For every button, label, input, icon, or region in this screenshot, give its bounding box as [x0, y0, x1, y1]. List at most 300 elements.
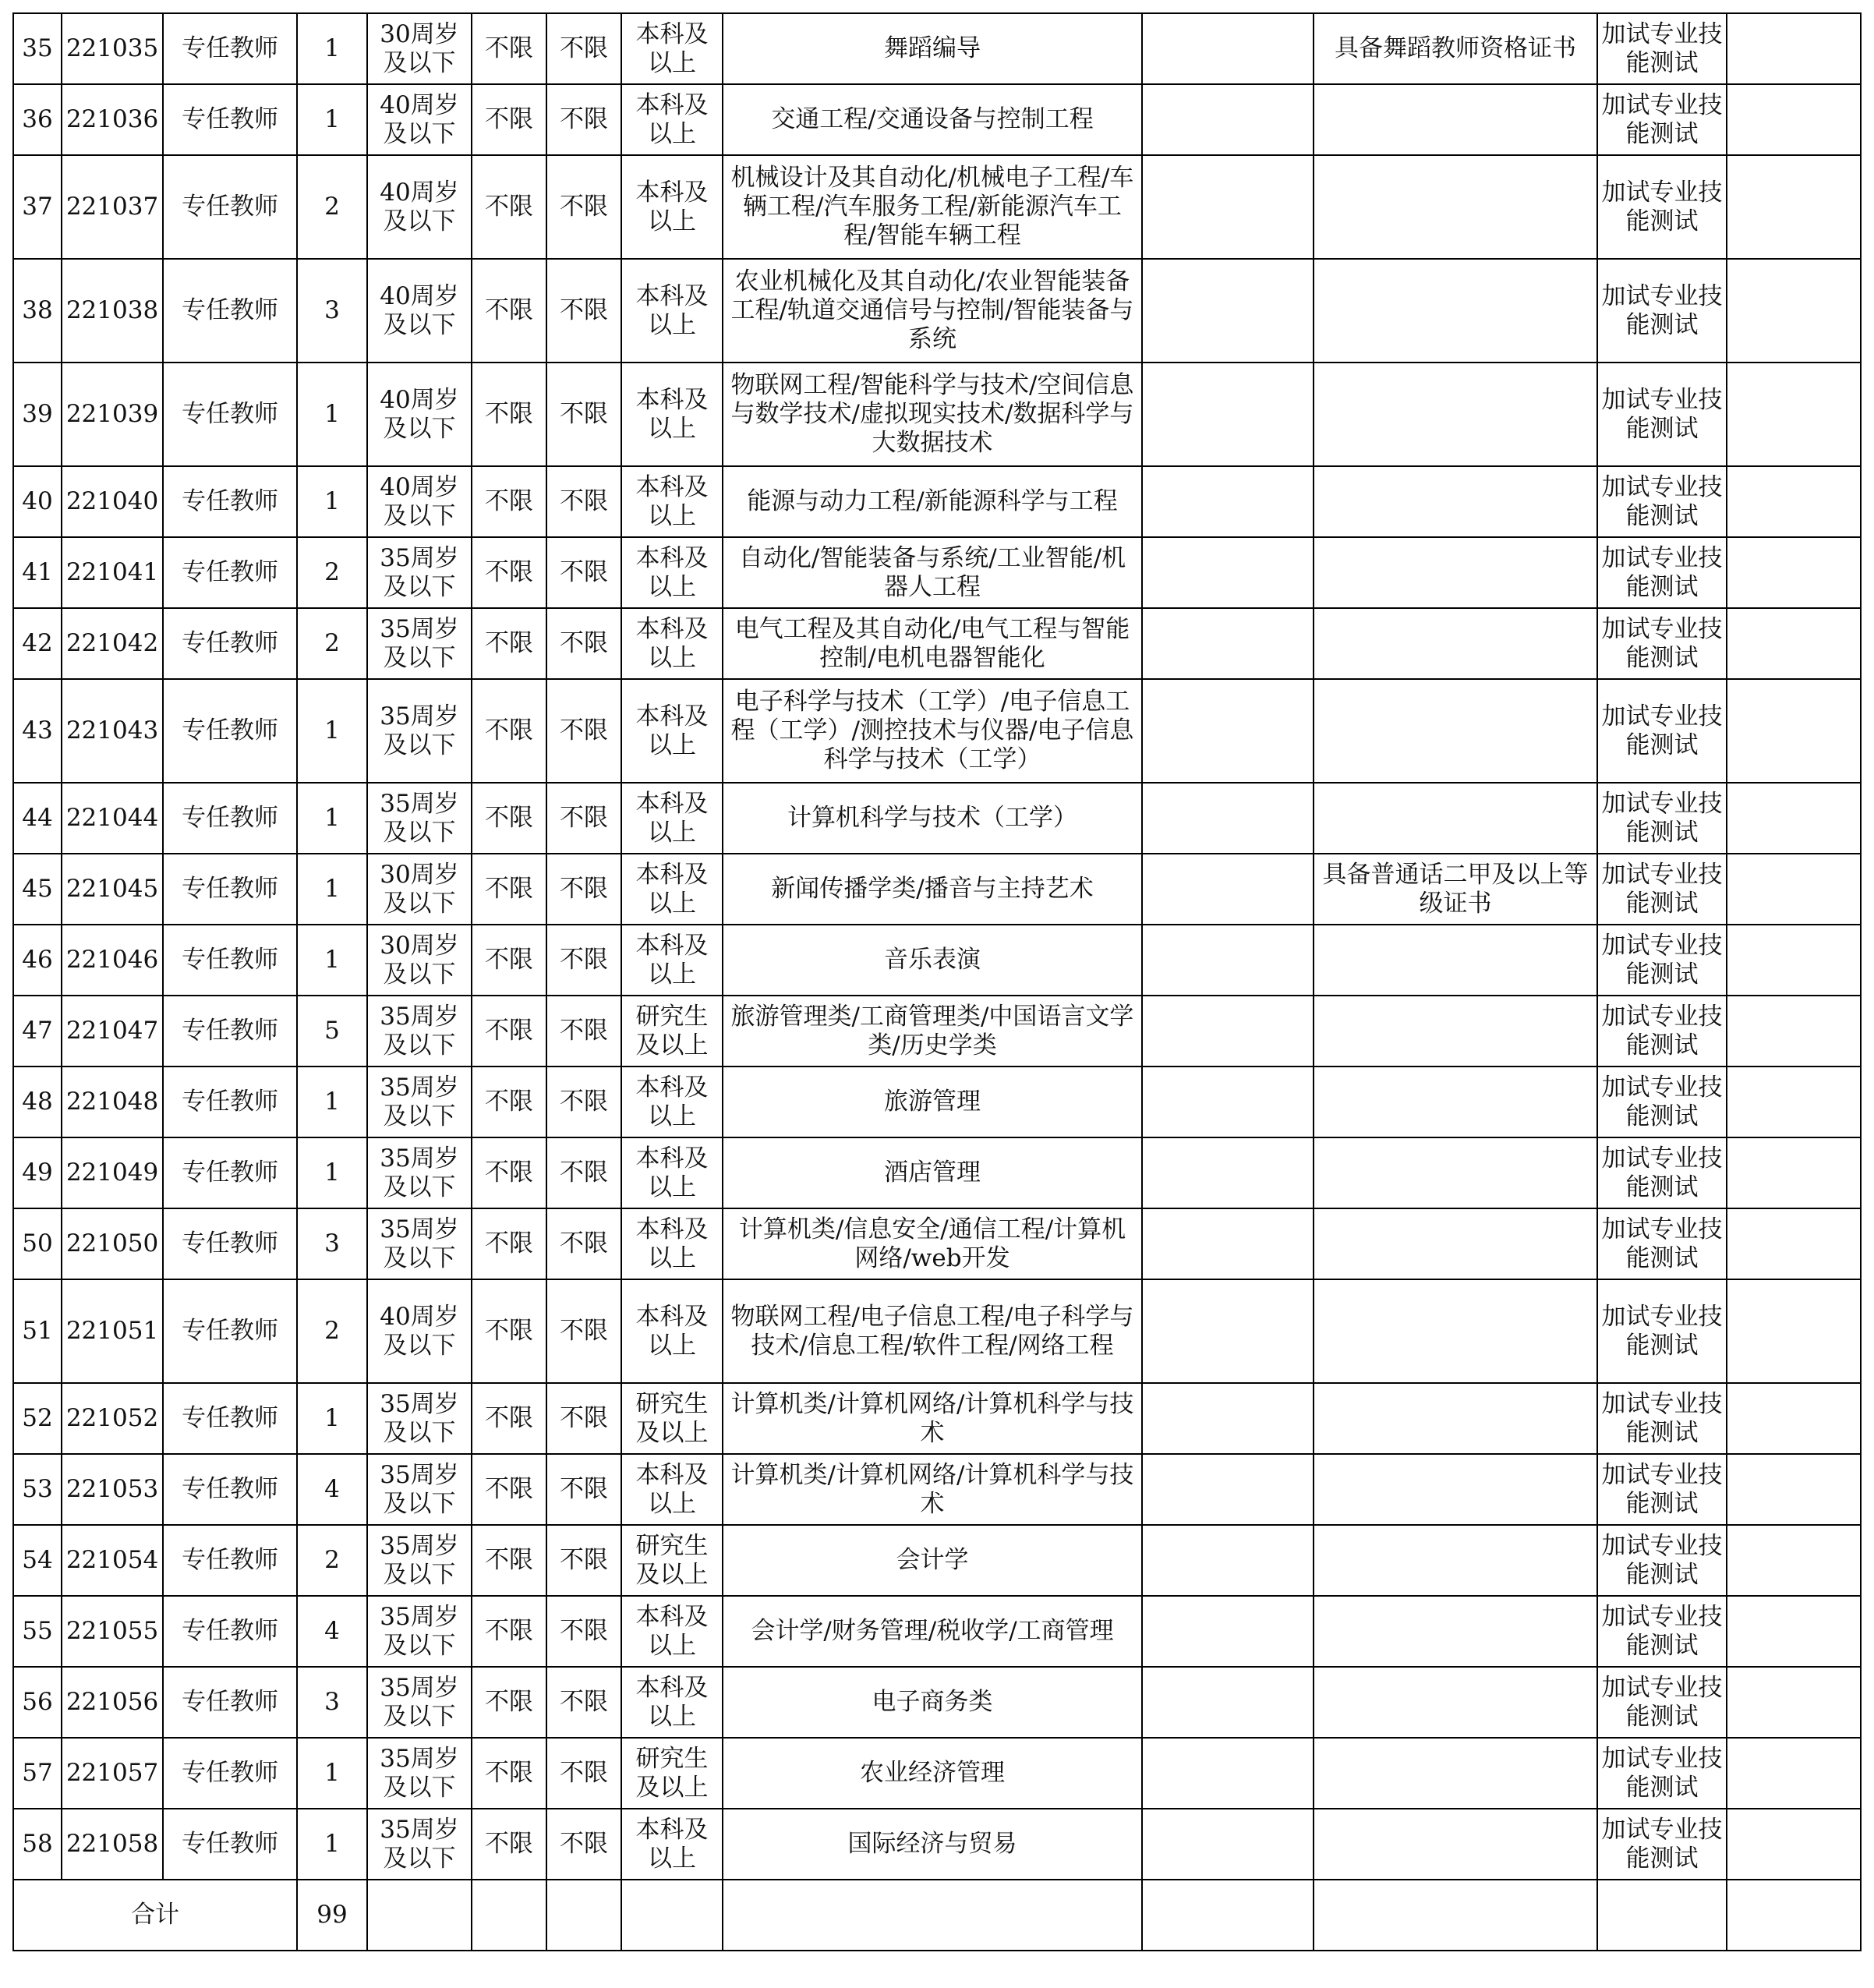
exam-note-cell: 加试专业技能测试 — [1597, 155, 1727, 259]
politics-cell: 不限 — [546, 1279, 621, 1383]
other-requirement-cell — [1314, 1279, 1597, 1383]
position-code-cell: 221055 — [62, 1596, 163, 1667]
degree-cell — [1142, 679, 1314, 783]
age-requirement-cell: 35周岁及以下 — [367, 537, 472, 608]
age-requirement-cell: 35周岁及以下 — [367, 996, 472, 1067]
headcount-cell: 1 — [297, 679, 367, 783]
table-row — [13, 783, 1861, 854]
exam-note-cell: 加试专业技能测试 — [1597, 1667, 1727, 1738]
degree-cell — [1142, 1809, 1314, 1880]
major-cell: 机械设计及其自动化/机械电子工程/车辆工程/汽车服务工程/新能源汽车工程/智能车辆工程 — [723, 155, 1142, 259]
other-requirement-cell — [1314, 1137, 1597, 1208]
age-requirement-cell: 30周岁及以下 — [367, 925, 472, 996]
total-empty-cell — [723, 1880, 1142, 1951]
total-label: 合计 — [13, 1880, 297, 1951]
gender-cell: 不限 — [472, 466, 546, 537]
other-requirement-cell — [1314, 679, 1597, 783]
degree-cell — [1142, 1454, 1314, 1525]
position-code-cell: 221043 — [62, 679, 163, 783]
gender-cell: 不限 — [472, 925, 546, 996]
position-title-cell: 专任教师 — [163, 155, 297, 259]
degree-cell — [1142, 1738, 1314, 1809]
table-row — [13, 1525, 1861, 1596]
exam-note-cell: 加试专业技能测试 — [1597, 1067, 1727, 1137]
politics-cell: 不限 — [546, 854, 621, 925]
education-cell: 本科及以上 — [621, 1137, 723, 1208]
degree-cell — [1142, 466, 1314, 537]
headcount-cell: 1 — [297, 925, 367, 996]
degree-cell — [1142, 1383, 1314, 1454]
politics-cell: 不限 — [546, 1454, 621, 1525]
age-requirement-cell: 35周岁及以下 — [367, 1525, 472, 1596]
exam-note-cell: 加试专业技能测试 — [1597, 466, 1727, 537]
seq-cell: 47 — [13, 996, 62, 1067]
age-requirement-cell: 35周岁及以下 — [367, 679, 472, 783]
remark-cell — [1727, 1067, 1861, 1137]
degree-cell — [1142, 1137, 1314, 1208]
headcount-cell: 2 — [297, 1525, 367, 1596]
education-cell: 本科及以上 — [621, 608, 723, 679]
education-cell: 本科及以上 — [621, 1208, 723, 1279]
major-cell: 音乐表演 — [723, 925, 1142, 996]
education-cell: 研究生及以上 — [621, 1383, 723, 1454]
seq-cell: 45 — [13, 854, 62, 925]
remark-cell — [1727, 854, 1861, 925]
major-cell: 交通工程/交通设备与控制工程 — [723, 84, 1142, 155]
position-code-cell: 221042 — [62, 608, 163, 679]
education-cell: 本科及以上 — [621, 783, 723, 854]
seq-cell: 58 — [13, 1809, 62, 1880]
remark-cell — [1727, 1279, 1861, 1383]
headcount-cell: 5 — [297, 996, 367, 1067]
position-title-cell: 专任教师 — [163, 1596, 297, 1667]
gender-cell: 不限 — [472, 854, 546, 925]
total-empty-cell — [546, 1880, 621, 1951]
recruitment-table — [12, 12, 1862, 1951]
other-requirement-cell — [1314, 608, 1597, 679]
politics-cell: 不限 — [546, 925, 621, 996]
exam-note-cell: 加试专业技能测试 — [1597, 1738, 1727, 1809]
headcount-cell: 4 — [297, 1596, 367, 1667]
other-requirement-cell — [1314, 1809, 1597, 1880]
seq-cell: 42 — [13, 608, 62, 679]
age-requirement-cell: 35周岁及以下 — [367, 1383, 472, 1454]
age-requirement-cell: 35周岁及以下 — [367, 1137, 472, 1208]
exam-note-cell: 加试专业技能测试 — [1597, 783, 1727, 854]
total-empty-cell — [367, 1880, 472, 1951]
age-requirement-cell: 35周岁及以下 — [367, 1454, 472, 1525]
politics-cell: 不限 — [546, 155, 621, 259]
position-code-cell: 221045 — [62, 854, 163, 925]
age-requirement-cell: 30周岁及以下 — [367, 13, 472, 84]
seq-cell: 38 — [13, 259, 62, 363]
other-requirement-cell — [1314, 84, 1597, 155]
total-empty-cell — [1597, 1880, 1727, 1951]
position-code-cell: 221037 — [62, 155, 163, 259]
degree-cell — [1142, 1596, 1314, 1667]
degree-cell — [1142, 259, 1314, 363]
table-row — [13, 1137, 1861, 1208]
exam-note-cell: 加试专业技能测试 — [1597, 608, 1727, 679]
headcount-cell: 1 — [297, 783, 367, 854]
major-cell: 舞蹈编导 — [723, 13, 1142, 84]
position-code-cell: 221054 — [62, 1525, 163, 1596]
major-cell: 电气工程及其自动化/电气工程与智能控制/电机电器智能化 — [723, 608, 1142, 679]
seq-cell: 36 — [13, 84, 62, 155]
exam-note-cell: 加试专业技能测试 — [1597, 1525, 1727, 1596]
exam-note-cell: 加试专业技能测试 — [1597, 925, 1727, 996]
seq-cell: 51 — [13, 1279, 62, 1383]
exam-note-cell: 加试专业技能测试 — [1597, 259, 1727, 363]
major-cell: 物联网工程/智能科学与技术/空间信息与数学技术/虚拟现实技术/数据科学与大数据技术 — [723, 363, 1142, 466]
remark-cell — [1727, 783, 1861, 854]
degree-cell — [1142, 84, 1314, 155]
headcount-cell: 1 — [297, 1809, 367, 1880]
other-requirement-cell — [1314, 925, 1597, 996]
gender-cell: 不限 — [472, 13, 546, 84]
position-code-cell: 221051 — [62, 1279, 163, 1383]
age-requirement-cell: 35周岁及以下 — [367, 1208, 472, 1279]
education-cell: 本科及以上 — [621, 84, 723, 155]
exam-note-cell: 加试专业技能测试 — [1597, 1208, 1727, 1279]
politics-cell: 不限 — [546, 84, 621, 155]
major-cell: 电子科学与技术（工学）/电子信息工程（工学）/测控技术与仪器/电子信息科学与技术（工学） — [723, 679, 1142, 783]
seq-cell: 37 — [13, 155, 62, 259]
exam-note-cell: 加试专业技能测试 — [1597, 1596, 1727, 1667]
remark-cell — [1727, 1208, 1861, 1279]
position-code-cell: 221057 — [62, 1738, 163, 1809]
other-requirement-cell — [1314, 1596, 1597, 1667]
table-body — [13, 13, 1861, 1880]
exam-note-cell: 加试专业技能测试 — [1597, 537, 1727, 608]
major-cell: 自动化/智能装备与系统/工业智能/机器人工程 — [723, 537, 1142, 608]
position-title-cell: 专任教师 — [163, 1208, 297, 1279]
total-count: 99 — [297, 1880, 367, 1951]
major-cell: 国际经济与贸易 — [723, 1809, 1142, 1880]
politics-cell: 不限 — [546, 1383, 621, 1454]
position-title-cell: 专任教师 — [163, 466, 297, 537]
gender-cell: 不限 — [472, 537, 546, 608]
major-cell: 计算机科学与技术（工学） — [723, 783, 1142, 854]
politics-cell: 不限 — [546, 1596, 621, 1667]
seq-cell: 43 — [13, 679, 62, 783]
age-requirement-cell: 35周岁及以下 — [367, 608, 472, 679]
headcount-cell: 2 — [297, 608, 367, 679]
degree-cell — [1142, 13, 1314, 84]
position-title-cell: 专任教师 — [163, 783, 297, 854]
education-cell: 本科及以上 — [621, 1454, 723, 1525]
table-row — [13, 854, 1861, 925]
gender-cell: 不限 — [472, 1208, 546, 1279]
remark-cell — [1727, 537, 1861, 608]
headcount-cell: 2 — [297, 537, 367, 608]
position-code-cell: 221050 — [62, 1208, 163, 1279]
headcount-cell: 1 — [297, 1383, 367, 1454]
table-row — [13, 155, 1861, 259]
headcount-cell: 1 — [297, 1738, 367, 1809]
education-cell: 研究生及以上 — [621, 1738, 723, 1809]
gender-cell: 不限 — [472, 1279, 546, 1383]
education-cell: 本科及以上 — [621, 259, 723, 363]
other-requirement-cell — [1314, 783, 1597, 854]
age-requirement-cell: 35周岁及以下 — [367, 1809, 472, 1880]
table-row — [13, 1067, 1861, 1137]
seq-cell: 53 — [13, 1454, 62, 1525]
seq-cell: 55 — [13, 1596, 62, 1667]
seq-cell: 39 — [13, 363, 62, 466]
seq-cell: 41 — [13, 537, 62, 608]
remark-cell — [1727, 1809, 1861, 1880]
position-code-cell: 221044 — [62, 783, 163, 854]
position-title-cell: 专任教师 — [163, 996, 297, 1067]
degree-cell — [1142, 363, 1314, 466]
table-row — [13, 1809, 1861, 1880]
politics-cell: 不限 — [546, 1667, 621, 1738]
table-row — [13, 1596, 1861, 1667]
gender-cell: 不限 — [472, 679, 546, 783]
table-row — [13, 608, 1861, 679]
major-cell: 会计学/财务管理/税收学/工商管理 — [723, 1596, 1142, 1667]
exam-note-cell: 加试专业技能测试 — [1597, 1137, 1727, 1208]
table-row — [13, 925, 1861, 996]
major-cell: 电子商务类 — [723, 1667, 1142, 1738]
table-row — [13, 1667, 1861, 1738]
politics-cell: 不限 — [546, 1208, 621, 1279]
position-code-cell: 221036 — [62, 84, 163, 155]
degree-cell — [1142, 1525, 1314, 1596]
headcount-cell: 1 — [297, 1137, 367, 1208]
degree-cell — [1142, 1208, 1314, 1279]
position-title-cell: 专任教师 — [163, 1454, 297, 1525]
table-row — [13, 679, 1861, 783]
politics-cell: 不限 — [546, 13, 621, 84]
position-title-cell: 专任教师 — [163, 608, 297, 679]
remark-cell — [1727, 13, 1861, 84]
seq-cell: 40 — [13, 466, 62, 537]
degree-cell — [1142, 854, 1314, 925]
position-code-cell: 221040 — [62, 466, 163, 537]
exam-note-cell: 加试专业技能测试 — [1597, 1279, 1727, 1383]
remark-cell — [1727, 925, 1861, 996]
education-cell: 本科及以上 — [621, 13, 723, 84]
position-code-cell: 221046 — [62, 925, 163, 996]
other-requirement-cell — [1314, 466, 1597, 537]
seq-cell: 57 — [13, 1738, 62, 1809]
position-title-cell: 专任教师 — [163, 1067, 297, 1137]
education-cell: 本科及以上 — [621, 466, 723, 537]
gender-cell: 不限 — [472, 996, 546, 1067]
education-cell: 研究生及以上 — [621, 996, 723, 1067]
age-requirement-cell: 35周岁及以下 — [367, 1596, 472, 1667]
position-title-cell: 专任教师 — [163, 363, 297, 466]
seq-cell: 46 — [13, 925, 62, 996]
position-title-cell: 专任教师 — [163, 13, 297, 84]
politics-cell: 不限 — [546, 1525, 621, 1596]
age-requirement-cell: 40周岁及以下 — [367, 84, 472, 155]
gender-cell: 不限 — [472, 1738, 546, 1809]
table-row — [13, 537, 1861, 608]
education-cell: 本科及以上 — [621, 1596, 723, 1667]
degree-cell — [1142, 608, 1314, 679]
exam-note-cell: 加试专业技能测试 — [1597, 854, 1727, 925]
degree-cell — [1142, 1279, 1314, 1383]
total-empty-cell — [1727, 1880, 1861, 1951]
gender-cell: 不限 — [472, 84, 546, 155]
education-cell: 本科及以上 — [621, 363, 723, 466]
position-title-cell: 专任教师 — [163, 84, 297, 155]
position-code-cell: 221041 — [62, 537, 163, 608]
other-requirement-cell: 具备普通话二甲及以上等级证书 — [1314, 854, 1597, 925]
politics-cell: 不限 — [546, 783, 621, 854]
education-cell: 本科及以上 — [621, 1667, 723, 1738]
headcount-cell: 2 — [297, 1279, 367, 1383]
gender-cell: 不限 — [472, 363, 546, 466]
gender-cell: 不限 — [472, 608, 546, 679]
remark-cell — [1727, 1596, 1861, 1667]
position-code-cell: 221052 — [62, 1383, 163, 1454]
position-code-cell: 221038 — [62, 259, 163, 363]
position-title-cell: 专任教师 — [163, 537, 297, 608]
exam-note-cell: 加试专业技能测试 — [1597, 13, 1727, 84]
education-cell: 本科及以上 — [621, 1809, 723, 1880]
table-row — [13, 1383, 1861, 1454]
headcount-cell: 1 — [297, 466, 367, 537]
remark-cell — [1727, 1525, 1861, 1596]
seq-cell: 54 — [13, 1525, 62, 1596]
table-row — [13, 1208, 1861, 1279]
education-cell: 本科及以上 — [621, 679, 723, 783]
other-requirement-cell — [1314, 996, 1597, 1067]
other-requirement-cell — [1314, 537, 1597, 608]
other-requirement-cell — [1314, 1067, 1597, 1137]
major-cell: 农业经济管理 — [723, 1738, 1142, 1809]
table-row — [13, 1738, 1861, 1809]
major-cell: 会计学 — [723, 1525, 1142, 1596]
position-title-cell: 专任教师 — [163, 259, 297, 363]
age-requirement-cell: 40周岁及以下 — [367, 1279, 472, 1383]
headcount-cell: 1 — [297, 1067, 367, 1137]
gender-cell: 不限 — [472, 1137, 546, 1208]
seq-cell: 52 — [13, 1383, 62, 1454]
degree-cell — [1142, 925, 1314, 996]
position-title-cell: 专任教师 — [163, 1137, 297, 1208]
remark-cell — [1727, 259, 1861, 363]
politics-cell: 不限 — [546, 608, 621, 679]
remark-cell — [1727, 1454, 1861, 1525]
position-code-cell: 221053 — [62, 1454, 163, 1525]
table-row — [13, 1279, 1861, 1383]
major-cell: 能源与动力工程/新能源科学与工程 — [723, 466, 1142, 537]
remark-cell — [1727, 1137, 1861, 1208]
position-code-cell: 221039 — [62, 363, 163, 466]
education-cell: 本科及以上 — [621, 925, 723, 996]
degree-cell — [1142, 996, 1314, 1067]
position-code-cell: 221056 — [62, 1667, 163, 1738]
position-title-cell: 专任教师 — [163, 679, 297, 783]
gender-cell: 不限 — [472, 1809, 546, 1880]
seq-cell: 48 — [13, 1067, 62, 1137]
position-title-cell: 专任教师 — [163, 1667, 297, 1738]
other-requirement-cell — [1314, 1667, 1597, 1738]
other-requirement-cell — [1314, 1525, 1597, 1596]
other-requirement-cell — [1314, 1383, 1597, 1454]
position-title-cell: 专任教师 — [163, 854, 297, 925]
position-code-cell: 221058 — [62, 1809, 163, 1880]
politics-cell: 不限 — [546, 996, 621, 1067]
seq-cell: 49 — [13, 1137, 62, 1208]
seq-cell: 35 — [13, 13, 62, 84]
headcount-cell: 1 — [297, 84, 367, 155]
politics-cell: 不限 — [546, 466, 621, 537]
headcount-cell: 3 — [297, 1667, 367, 1738]
major-cell: 物联网工程/电子信息工程/电子科学与技术/信息工程/软件工程/网络工程 — [723, 1279, 1142, 1383]
remark-cell — [1727, 679, 1861, 783]
education-cell: 本科及以上 — [621, 155, 723, 259]
position-code-cell: 221049 — [62, 1137, 163, 1208]
age-requirement-cell: 35周岁及以下 — [367, 1667, 472, 1738]
headcount-cell: 3 — [297, 1208, 367, 1279]
total-empty-cell — [472, 1880, 546, 1951]
gender-cell: 不限 — [472, 1067, 546, 1137]
headcount-cell: 2 — [297, 155, 367, 259]
remark-cell — [1727, 996, 1861, 1067]
position-code-cell: 221035 — [62, 13, 163, 84]
exam-note-cell: 加试专业技能测试 — [1597, 1809, 1727, 1880]
position-title-cell: 专任教师 — [163, 1809, 297, 1880]
gender-cell: 不限 — [472, 783, 546, 854]
degree-cell — [1142, 1067, 1314, 1137]
exam-note-cell: 加试专业技能测试 — [1597, 679, 1727, 783]
other-requirement-cell — [1314, 1454, 1597, 1525]
education-cell: 研究生及以上 — [621, 1525, 723, 1596]
gender-cell: 不限 — [472, 259, 546, 363]
table-row — [13, 84, 1861, 155]
headcount-cell: 1 — [297, 13, 367, 84]
degree-cell — [1142, 155, 1314, 259]
other-requirement-cell — [1314, 1738, 1597, 1809]
table-row — [13, 259, 1861, 363]
table-row — [13, 1454, 1861, 1525]
remark-cell — [1727, 608, 1861, 679]
total-row — [13, 1880, 1861, 1951]
headcount-cell: 4 — [297, 1454, 367, 1525]
seq-cell: 44 — [13, 783, 62, 854]
other-requirement-cell — [1314, 259, 1597, 363]
remark-cell — [1727, 84, 1861, 155]
age-requirement-cell: 35周岁及以下 — [367, 783, 472, 854]
total-empty-cell — [1142, 1880, 1314, 1951]
age-requirement-cell: 40周岁及以下 — [367, 155, 472, 259]
education-cell: 本科及以上 — [621, 854, 723, 925]
exam-note-cell: 加试专业技能测试 — [1597, 996, 1727, 1067]
other-requirement-cell — [1314, 155, 1597, 259]
major-cell: 计算机类/计算机网络/计算机科学与技术 — [723, 1454, 1142, 1525]
major-cell: 旅游管理类/工商管理类/中国语言文学类/历史学类 — [723, 996, 1142, 1067]
degree-cell — [1142, 537, 1314, 608]
remark-cell — [1727, 1738, 1861, 1809]
major-cell: 新闻传播学类/播音与主持艺术 — [723, 854, 1142, 925]
gender-cell: 不限 — [472, 155, 546, 259]
gender-cell: 不限 — [472, 1667, 546, 1738]
age-requirement-cell: 35周岁及以下 — [367, 1067, 472, 1137]
table-row — [13, 466, 1861, 537]
gender-cell: 不限 — [472, 1525, 546, 1596]
position-code-cell: 221048 — [62, 1067, 163, 1137]
total-empty-cell — [621, 1880, 723, 1951]
remark-cell — [1727, 466, 1861, 537]
gender-cell: 不限 — [472, 1383, 546, 1454]
other-requirement-cell — [1314, 1208, 1597, 1279]
